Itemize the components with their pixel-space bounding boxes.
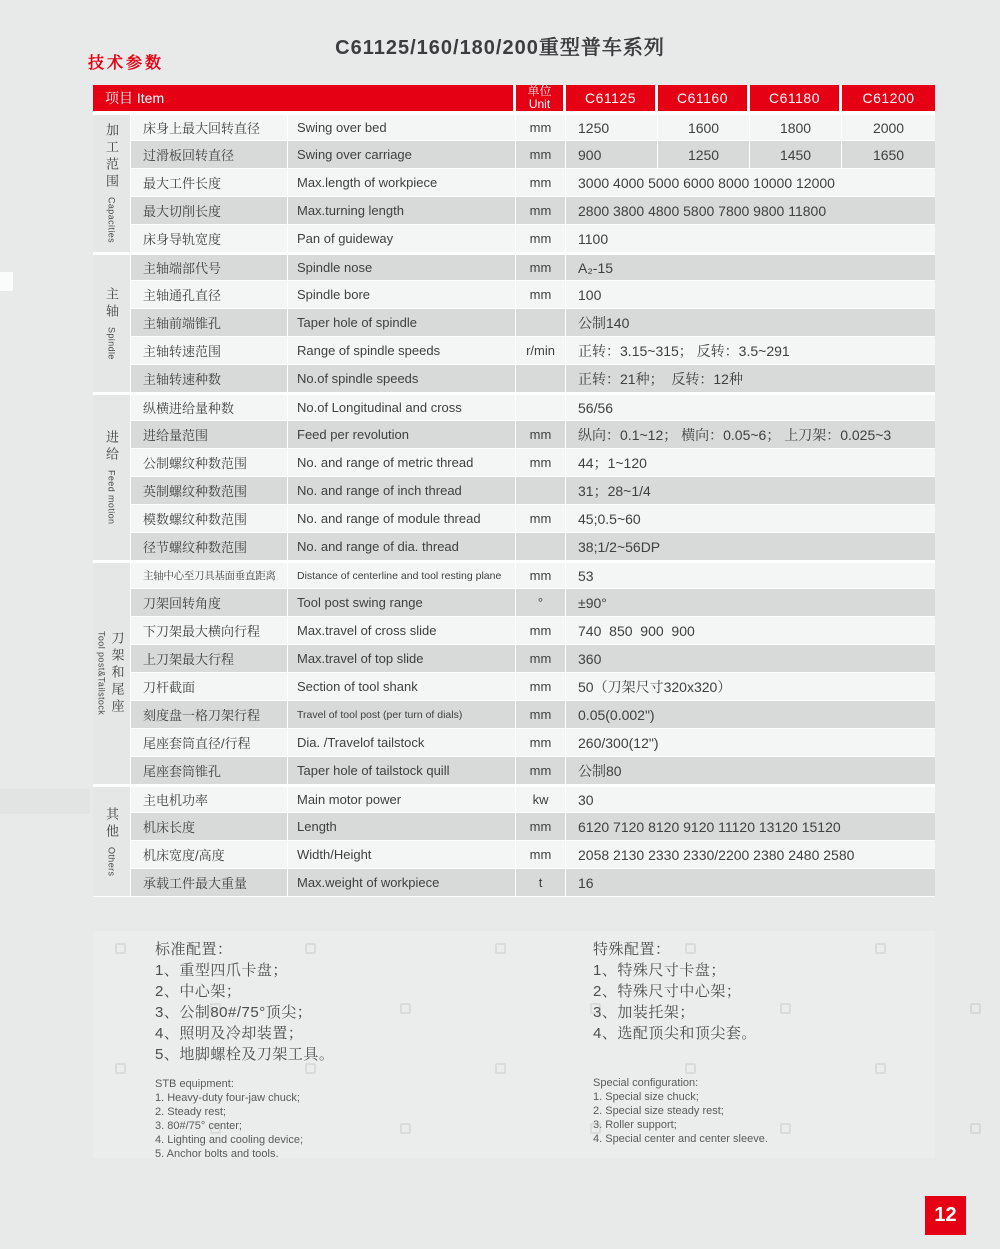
table-row xyxy=(93,449,935,477)
value-cell: 1250 xyxy=(566,113,658,141)
config-item: 4. Lighting and cooling device; xyxy=(155,1134,303,1146)
table-row xyxy=(93,169,935,197)
value-cell: 38;1/2~56DP xyxy=(566,533,935,561)
value-cell: 1600 xyxy=(658,113,750,141)
row-label-cn: 进给量范围 xyxy=(131,421,288,449)
config-item: 1. Heavy-duty four-jaw chuck; xyxy=(155,1092,300,1104)
row-label-en: Max.turning length xyxy=(288,197,516,225)
watermark-square xyxy=(495,943,506,954)
unit-cell xyxy=(516,477,566,505)
watermark-square xyxy=(210,1003,221,1014)
model-column-header: C61125 xyxy=(566,85,658,113)
row-label-en: Taper hole of tailstock quill xyxy=(288,757,516,785)
table-row xyxy=(93,533,935,561)
config-item: 4、选配顶尖和顶尖套。 xyxy=(593,1025,757,1042)
row-label-cn: 床身导轨宽度 xyxy=(131,225,288,253)
value-cell: 45;0.5~60 xyxy=(566,505,935,533)
unit-cell: mm xyxy=(516,757,566,785)
category-label-en: Capacities xyxy=(106,197,117,244)
row-label-en: Section of tool shank xyxy=(288,673,516,701)
table-row xyxy=(93,505,935,533)
table-row xyxy=(93,421,935,449)
table-row xyxy=(93,113,935,141)
row-label-cn: 主轴端部代号 xyxy=(131,253,288,281)
category-label-en: Tool post&Tailstock xyxy=(96,631,107,716)
value-cell: 50（刀架尺寸320x320） xyxy=(566,673,935,701)
unit-cell: mm xyxy=(516,113,566,141)
value-cell: 44；1~120 xyxy=(566,449,935,477)
unit-cell: mm xyxy=(516,449,566,477)
unit-cell: t xyxy=(516,869,566,897)
unit-label-cn: 单位 xyxy=(527,85,552,98)
row-label-en: No. and range of inch thread xyxy=(288,477,516,505)
category-label xyxy=(102,123,121,243)
column-header-item: 项目 Item xyxy=(93,85,516,113)
page-number-badge: 12 xyxy=(925,1196,966,1235)
unit-cell: mm xyxy=(516,169,566,197)
category-label-cn: 进给 xyxy=(104,430,119,465)
row-label-en: Distance of centerline and tool resting plane xyxy=(288,561,516,589)
row-label-cn: 纵横进给量种数 xyxy=(131,393,288,421)
value-cell: 16 xyxy=(566,869,935,897)
row-label-cn: 机床长度 xyxy=(131,813,288,841)
watermark-square xyxy=(210,1123,221,1134)
row-label-en: Max.length of workpiece xyxy=(288,169,516,197)
watermark-square xyxy=(115,943,126,954)
category-cell xyxy=(93,113,131,253)
row-label-cn: 尾座套筒锥孔 xyxy=(131,757,288,785)
category-label xyxy=(102,287,121,360)
unit-cell: mm xyxy=(516,813,566,841)
unit-cell: mm xyxy=(516,645,566,673)
unit-cell xyxy=(516,365,566,393)
watermark-square xyxy=(115,1063,126,1074)
row-label-en: Feed per revolution xyxy=(288,421,516,449)
row-label-cn: 主轴转速种数 xyxy=(131,365,288,393)
row-label-cn: 主轴前端锥孔 xyxy=(131,309,288,337)
row-label-cn: 英制螺纹种数范围 xyxy=(131,477,288,505)
value-cell: 360 xyxy=(566,645,935,673)
row-label-cn: 模数螺纹种数范围 xyxy=(131,505,288,533)
unit-cell: mm xyxy=(516,141,566,169)
row-label-cn: 刻度盘一格刀架行程 xyxy=(131,701,288,729)
watermark-square xyxy=(875,1063,886,1074)
row-label-en: Width/Height xyxy=(288,841,516,869)
special-config-title-cn: 特殊配置： xyxy=(593,941,671,958)
special-config-list-en xyxy=(593,1076,923,1146)
row-label-en: No. and range of metric thread xyxy=(288,449,516,477)
config-item: 3、加装托架； xyxy=(593,1004,695,1021)
watermark-square xyxy=(685,1063,696,1074)
row-label-en: Swing over carriage xyxy=(288,141,516,169)
unit-cell: r/min xyxy=(516,337,566,365)
row-label-en: Max.travel of cross slide xyxy=(288,617,516,645)
value-cell: 公制80 xyxy=(566,757,935,785)
standard-config-title-cn: 标准配置： xyxy=(155,941,233,958)
value-cell: 900 xyxy=(566,141,658,169)
unit-cell: mm xyxy=(516,225,566,253)
value-cell: 纵向：0.1~12； 横向：0.05~6； 上刀架：0.025~3 xyxy=(566,421,935,449)
table-row xyxy=(93,757,935,785)
table-row xyxy=(93,281,935,309)
unit-cell: mm xyxy=(516,561,566,589)
row-label-en: No.of Longitudinal and cross xyxy=(288,393,516,421)
row-label-en: Max.weight of workpiece xyxy=(288,869,516,897)
unit-cell: mm xyxy=(516,505,566,533)
watermark-square xyxy=(970,1003,981,1014)
row-label-cn: 公制螺纹种数范围 xyxy=(131,449,288,477)
row-label-cn: 刀架回转角度 xyxy=(131,589,288,617)
special-config-list-cn xyxy=(593,939,923,1044)
standard-config-list-en xyxy=(155,1077,535,1161)
table-row xyxy=(93,141,935,169)
row-label-cn: 最大工件长度 xyxy=(131,169,288,197)
table-row xyxy=(93,869,935,897)
row-label-en: Length xyxy=(288,813,516,841)
row-label-en: Pan of guideway xyxy=(288,225,516,253)
row-label-en: Spindle nose xyxy=(288,253,516,281)
table-row xyxy=(93,197,935,225)
page-edge-artifact xyxy=(0,272,13,291)
table-row xyxy=(93,729,935,757)
value-cell: 6120 7120 8120 9120 11120 13120 15120 xyxy=(566,813,935,841)
value-cell: 正转：21种； 反转：12种 xyxy=(566,365,935,393)
page-title: C61125/160/180/200重型普车系列 xyxy=(335,37,665,59)
standard-config-title-en: STB equipment: xyxy=(155,1078,234,1090)
watermark-square xyxy=(400,1123,411,1134)
table-row xyxy=(93,813,935,841)
table-row xyxy=(93,225,935,253)
watermark-square xyxy=(970,1123,981,1134)
row-label-en: Swing over bed xyxy=(288,113,516,141)
standard-config-list-cn xyxy=(155,939,535,1065)
category-label xyxy=(97,631,127,716)
value-cell: 260/300(12") xyxy=(566,729,935,757)
table-row xyxy=(93,253,935,281)
value-cell: 2058 2130 2330 2330/2200 2380 2480 2580 xyxy=(566,841,935,869)
watermark-square xyxy=(305,1063,316,1074)
value-cell: A₂-15 xyxy=(566,253,935,281)
unit-cell: kw xyxy=(516,785,566,813)
unit-label-en: Unit xyxy=(528,97,551,111)
row-label-cn: 径节螺纹种数范围 xyxy=(131,533,288,561)
model-column-header: C61180 xyxy=(750,85,842,113)
value-cell: 正转：3.15~315； 反转：3.5~291 xyxy=(566,337,935,365)
unit-cell: mm xyxy=(516,281,566,309)
table-row xyxy=(93,365,935,393)
value-cell: 740 850 900 900 xyxy=(566,617,935,645)
config-item: 3. 80#/75° center; xyxy=(155,1120,242,1132)
table-row xyxy=(93,309,935,337)
table-row xyxy=(93,337,935,365)
row-label-cn: 机床宽度/高度 xyxy=(131,841,288,869)
value-cell: 1250 xyxy=(658,141,750,169)
row-label-en: Range of spindle speeds xyxy=(288,337,516,365)
category-label-en: Others xyxy=(106,846,117,877)
row-label-en: Dia. /Travelof tailstock xyxy=(288,729,516,757)
unit-cell: mm xyxy=(516,841,566,869)
unit-cell: mm xyxy=(516,617,566,645)
watermark-square xyxy=(590,1123,601,1134)
value-cell: 56/56 xyxy=(566,393,935,421)
row-label-cn: 上刀架最大行程 xyxy=(131,645,288,673)
unit-cell: mm xyxy=(516,421,566,449)
value-cell: 100 xyxy=(566,281,935,309)
value-cell: 31；28~1/4 xyxy=(566,477,935,505)
unit-cell: mm xyxy=(516,253,566,281)
spec-table-header xyxy=(93,85,935,113)
row-label-en: No. and range of dia. thread xyxy=(288,533,516,561)
unit-cell: ° xyxy=(516,589,566,617)
unit-cell: mm xyxy=(516,701,566,729)
config-item: 1、特殊尺寸卡盘； xyxy=(593,962,726,979)
config-item: 1. Special size chuck; xyxy=(593,1091,699,1103)
row-label-cn: 最大切削长度 xyxy=(131,197,288,225)
category-label-en: Feed motion xyxy=(106,470,117,525)
watermark-square xyxy=(590,1003,601,1014)
row-label-cn: 床身上最大回转直径 xyxy=(131,113,288,141)
special-config xyxy=(593,939,923,1146)
watermark-square xyxy=(780,1003,791,1014)
model-column-header: C61200 xyxy=(842,85,935,113)
table-row xyxy=(93,841,935,869)
value-cell: ±90° xyxy=(566,589,935,617)
category-label-cn: 加工范围 xyxy=(104,123,119,192)
row-label-cn: 主轴转速范围 xyxy=(131,337,288,365)
row-label-en: Taper hole of spindle xyxy=(288,309,516,337)
unit-cell: mm xyxy=(516,673,566,701)
config-item: 4、照明及冷却装置； xyxy=(155,1025,304,1042)
row-label-cn: 刀杆截面 xyxy=(131,673,288,701)
category-cell xyxy=(93,785,131,897)
value-cell: 1800 xyxy=(750,113,842,141)
config-item: 3、公制80#/75°顶尖； xyxy=(155,1004,313,1021)
category-label-cn: 主轴 xyxy=(104,287,119,322)
value-cell: 2800 3800 4800 5800 7800 9800 11800 xyxy=(566,197,935,225)
unit-cell: mm xyxy=(516,197,566,225)
category-cell xyxy=(93,393,131,561)
config-item: 5、地脚螺栓及刀架工具。 xyxy=(155,1046,335,1063)
category-cell xyxy=(93,253,131,393)
unit-cell xyxy=(516,533,566,561)
value-cell: 1650 xyxy=(842,141,935,169)
value-cell: 53 xyxy=(566,561,935,589)
config-item: 1、重型四爪卡盘； xyxy=(155,962,288,979)
table-row xyxy=(93,785,935,813)
value-cell: 1100 xyxy=(566,225,935,253)
value-cell: 公制140 xyxy=(566,309,935,337)
row-label-en: No.of spindle speeds xyxy=(288,365,516,393)
value-cell: 2000 xyxy=(842,113,935,141)
watermark-square xyxy=(305,943,316,954)
row-label-en: Travel of tool post (per turn of dials) xyxy=(288,701,516,729)
row-label-cn: 尾座套筒直径/行程 xyxy=(131,729,288,757)
row-label-en: No. and range of module thread xyxy=(288,505,516,533)
row-label-en: Max.travel of top slide xyxy=(288,645,516,673)
spec-table xyxy=(93,85,935,897)
table-row xyxy=(93,477,935,505)
row-label-en: Main motor power xyxy=(288,785,516,813)
watermark-square xyxy=(685,943,696,954)
table-row xyxy=(93,393,935,421)
watermark-square xyxy=(875,943,886,954)
config-item: 4. Special center and center sleeve. xyxy=(593,1133,768,1145)
model-column-header: C61160 xyxy=(658,85,750,113)
row-label-cn: 主轴中心至刀具基面垂直距离 xyxy=(131,561,288,589)
row-label-cn: 过滑板回转直径 xyxy=(131,141,288,169)
column-header-unit xyxy=(516,85,566,113)
category-label-cn: 刀架和尾座 xyxy=(109,631,125,716)
category-cell xyxy=(93,561,131,785)
category-label-cn: 其他 xyxy=(104,806,119,841)
config-panel xyxy=(93,931,935,1158)
watermark-square xyxy=(780,1123,791,1134)
value-cell: 0.05(0.002") xyxy=(566,701,935,729)
page-edge-shadow xyxy=(0,789,90,814)
category-label xyxy=(102,430,121,524)
table-row xyxy=(93,589,935,617)
config-item: 2、特殊尺寸中心架； xyxy=(593,983,742,1000)
row-label-cn: 主电机功率 xyxy=(131,785,288,813)
watermark-square xyxy=(495,1063,506,1074)
table-row xyxy=(93,645,935,673)
value-cell: 1450 xyxy=(750,141,842,169)
config-item: 3. Roller support; xyxy=(593,1119,677,1131)
table-row xyxy=(93,561,935,589)
config-item: 2. Special size steady rest; xyxy=(593,1105,724,1117)
unit-cell xyxy=(516,309,566,337)
config-item: 2. Steady rest; xyxy=(155,1106,226,1118)
table-row xyxy=(93,701,935,729)
watermark-square xyxy=(400,1003,411,1014)
row-label-cn: 下刀架最大横向行程 xyxy=(131,617,288,645)
table-row xyxy=(93,673,935,701)
config-item: 2、中心架； xyxy=(155,983,242,1000)
value-cell: 30 xyxy=(566,785,935,813)
row-label-en: Tool post swing range xyxy=(288,589,516,617)
unit-cell xyxy=(516,393,566,421)
row-label-cn: 承载工件最大重量 xyxy=(131,869,288,897)
special-config-title-en: Special configuration: xyxy=(593,1077,699,1089)
config-item: 5. Anchor bolts and tools. xyxy=(155,1148,279,1160)
category-label xyxy=(102,807,121,876)
category-label-en: Spindle xyxy=(106,327,117,360)
table-row xyxy=(93,617,935,645)
section-label: 技术参数 xyxy=(88,55,165,72)
value-cell: 3000 4000 5000 6000 8000 10000 12000 xyxy=(566,169,935,197)
unit-cell: mm xyxy=(516,729,566,757)
row-label-cn: 主轴通孔直径 xyxy=(131,281,288,309)
row-label-en: Spindle bore xyxy=(288,281,516,309)
